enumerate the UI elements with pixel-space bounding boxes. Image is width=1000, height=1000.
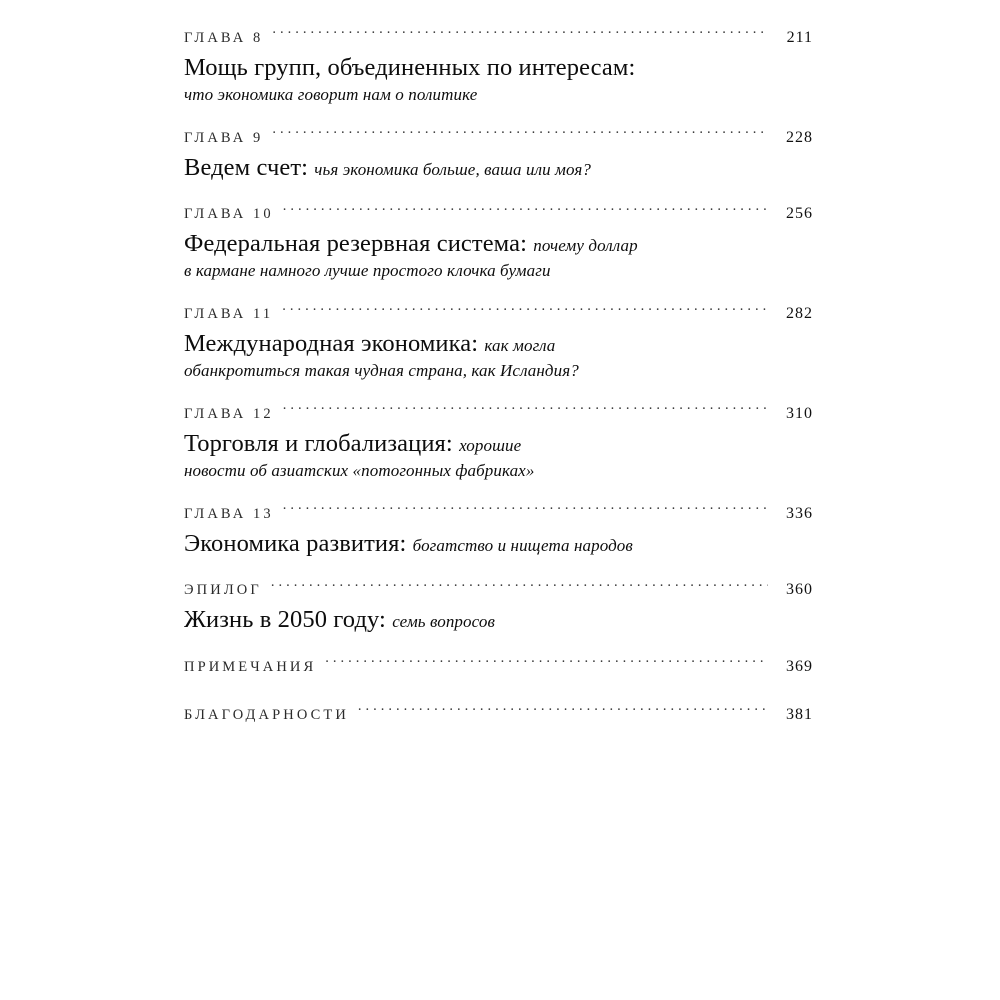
dot-leader	[358, 704, 768, 719]
dot-leader	[272, 28, 768, 43]
toc-page-number: 211	[786, 29, 813, 46]
toc-page-number: 282	[786, 305, 813, 323]
toc-entry[interactable]	[184, 26, 813, 106]
toc-page-number: 336	[786, 504, 813, 522]
dot-leader	[282, 304, 768, 319]
toc-label-row	[184, 126, 813, 150]
toc-label-row	[184, 202, 813, 226]
toc-entry-title: Торговля и глобализация:	[184, 429, 453, 457]
toc-label-row	[184, 26, 813, 50]
toc-entry-label: ГЛАВА 9	[184, 129, 264, 146]
toc-page-number: 228	[786, 128, 813, 146]
toc-entry-title-line	[184, 154, 813, 183]
toc-entry[interactable]	[184, 302, 813, 382]
toc-label-row	[184, 703, 813, 727]
toc-entry-title: Федеральная резервная система:	[184, 230, 527, 258]
toc-page-number: 381	[786, 705, 813, 723]
toc-page-number: 256	[786, 205, 813, 223]
toc-entry-title: Экономика развития:	[184, 529, 407, 557]
dot-leader	[283, 403, 768, 418]
toc-entry-subtitle-inline: как могла	[484, 336, 556, 356]
toc-entry-title-line	[184, 54, 813, 83]
toc-entry-subtitle: новости об азиатских «потогонных фабриках»	[184, 460, 535, 480]
toc-entry-label: ГЛАВА 11	[184, 306, 274, 323]
toc-entry-subtitle-inline: богатство и нищета народов	[412, 535, 633, 555]
toc-label-row	[184, 578, 813, 602]
toc-entry-subtitle: в кармане намного лучше простого клочка бумаги	[184, 261, 551, 281]
toc-label-row	[184, 402, 813, 426]
toc-entry-title-line	[184, 530, 813, 559]
toc-entry-title-line	[184, 606, 813, 635]
toc-entry-title: Жизнь в 2050 году:	[184, 606, 386, 634]
toc-label-row	[184, 302, 813, 326]
toc-label-row	[184, 502, 813, 526]
toc-entry[interactable]	[184, 202, 813, 282]
toc-entry[interactable]	[184, 502, 813, 559]
toc-entry-subtitle: что экономика говорит нам о политике	[184, 84, 478, 104]
toc-entry-label: ПРИМЕЧАНИЯ	[184, 658, 317, 675]
dot-leader	[271, 580, 768, 595]
toc-entry-label: ГЛАВА 13	[184, 505, 274, 522]
toc-entry[interactable]	[184, 578, 813, 635]
toc-entry-title-line	[184, 330, 813, 359]
toc-entry[interactable]	[184, 655, 813, 679]
toc-page-number: 310	[786, 404, 813, 422]
toc-entry-title: Ведем счет:	[184, 153, 309, 181]
toc-entry[interactable]	[184, 703, 813, 727]
table-of-contents	[184, 26, 813, 751]
toc-entry-title-line	[184, 230, 813, 259]
dot-leader	[272, 127, 768, 142]
toc-entry-label: ГЛАВА 8	[184, 30, 264, 46]
toc-entry-title: Международная экономика:	[184, 330, 479, 358]
toc-entry-subtitle-inline: чья экономика больше, ваша или моя?	[314, 159, 591, 179]
toc-entry-subtitle-inline: хорошие	[459, 435, 522, 455]
toc-entry-title-line	[184, 430, 813, 459]
toc-entry-title: Мощь групп, объединенных по интересам:	[184, 54, 636, 81]
toc-entry-label: ЭПИЛОГ	[184, 582, 262, 599]
toc-page-number: 369	[786, 657, 813, 675]
toc-entry[interactable]	[184, 126, 813, 183]
toc-entry-label: ГЛАВА 10	[184, 206, 274, 223]
toc-page-number: 360	[786, 581, 813, 599]
toc-entry-subtitle: обанкротиться такая чудная страна, как Исландия?	[184, 360, 579, 380]
dot-leader	[325, 656, 768, 671]
toc-entry-label: БЛАГОДАРНОСТИ	[184, 706, 349, 723]
dot-leader	[283, 204, 768, 219]
toc-label-row	[184, 655, 813, 679]
toc-entry-subtitle-inline: почему доллар	[533, 236, 638, 256]
toc-entry[interactable]	[184, 402, 813, 482]
dot-leader	[283, 503, 768, 518]
toc-entry-label: ГЛАВА 12	[184, 405, 274, 422]
toc-entry-subtitle-inline: семь вопросов	[392, 612, 495, 632]
